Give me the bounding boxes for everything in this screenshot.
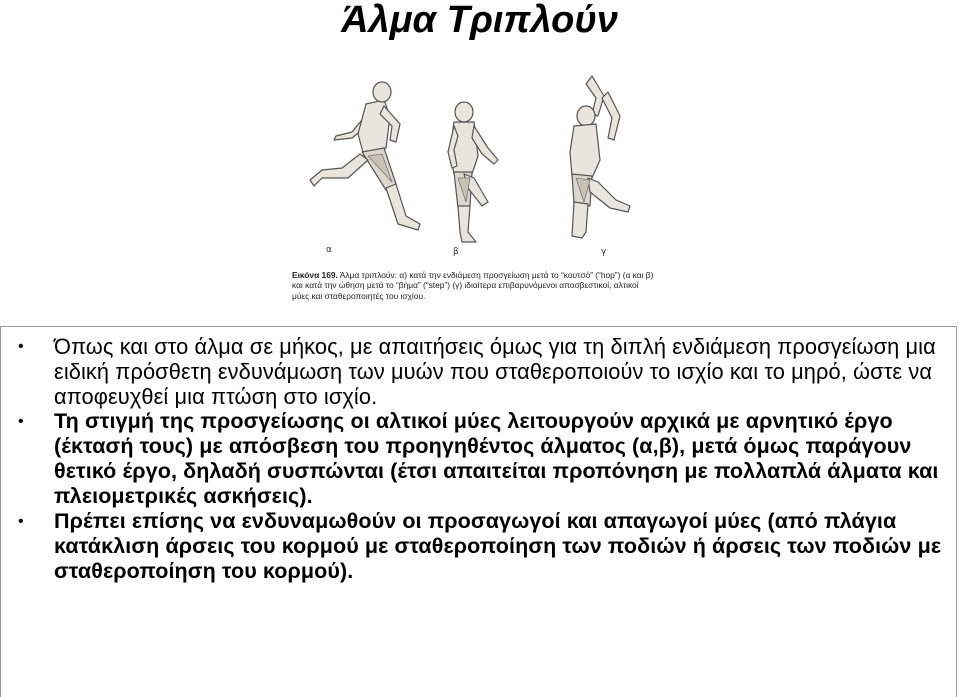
athlete-figure-beta <box>448 102 498 242</box>
figure-caption-text: Άλμα τριπλούν: α) κατά την ενδιάμεση προσγείωση μετά το “κουτσό” (“hop”) (α και β) και κατά την ώθηση μετά το “βήμα” (“step”) (γ) ιδιαίτερα επιβαρυνόμενοι αποσβεστικοί, αλτικοί μύες και σταθεροποιητές του ισχίου. <box>292 270 654 301</box>
bullet-text-box <box>0 326 957 697</box>
figure-label-alpha: α <box>326 245 332 255</box>
bullet-text: Πρέπει επίσης να ενδυναμωθούν οι προσαγωγοί και απαγωγοί μύες (από πλάγια κατάκλιση άρσεις του κορμού με σταθεροποίηση των ποδιών ή άρσεις των ποδιών με σταθεροποίηση του κορμού). <box>54 509 942 583</box>
bullet-item <box>1 509 958 584</box>
bullet-marker: • <box>18 338 24 355</box>
athlete-figure-gamma <box>570 76 630 238</box>
figure-caption <box>292 270 658 301</box>
bullet-text: Όπως και στο άλμα σε μήκος, με απαιτήσεις όμως για τη διπλή ενδιάμεση προσγείωση μια ειδική πρόσθετη ενδυνάμωση των μυών που σταθεροποιούν το ισχίο και το μηρό, ώστε να αποφευχθεί μια πτώση στο ισχίο. <box>54 334 936 409</box>
figure-caption-lead: Εικόνα 169. <box>292 270 338 280</box>
bullet-marker: • <box>18 413 24 430</box>
anatomy-figure <box>292 56 658 302</box>
bullet-marker: • <box>18 513 24 530</box>
bullet-text: Τη στιγμή της προσγείωσης οι αλτικοί μύες λειτουργούν αρχικά με αρνητικό έργο (έκτασή τους) με απόσβεση του προηγηθέντος άλματος (α,β), μετά όμως παράγουν θετικό έργο, δηλαδή συσπώνται (έτσι απαιτείται προπόνηση με πολλαπλά άλματα και πλειομετρικές ασκήσεις). <box>54 409 939 508</box>
triple-jump-illustration <box>292 56 658 268</box>
bullet-list <box>1 334 958 584</box>
bullet-item <box>1 409 958 509</box>
figure-label-beta: β <box>453 247 459 257</box>
athlete-figure-alpha <box>310 82 420 230</box>
figure-label-gamma: γ <box>601 247 607 257</box>
bullet-item <box>1 334 958 409</box>
slide-title: Άλμα Τριπλούν <box>341 0 618 41</box>
